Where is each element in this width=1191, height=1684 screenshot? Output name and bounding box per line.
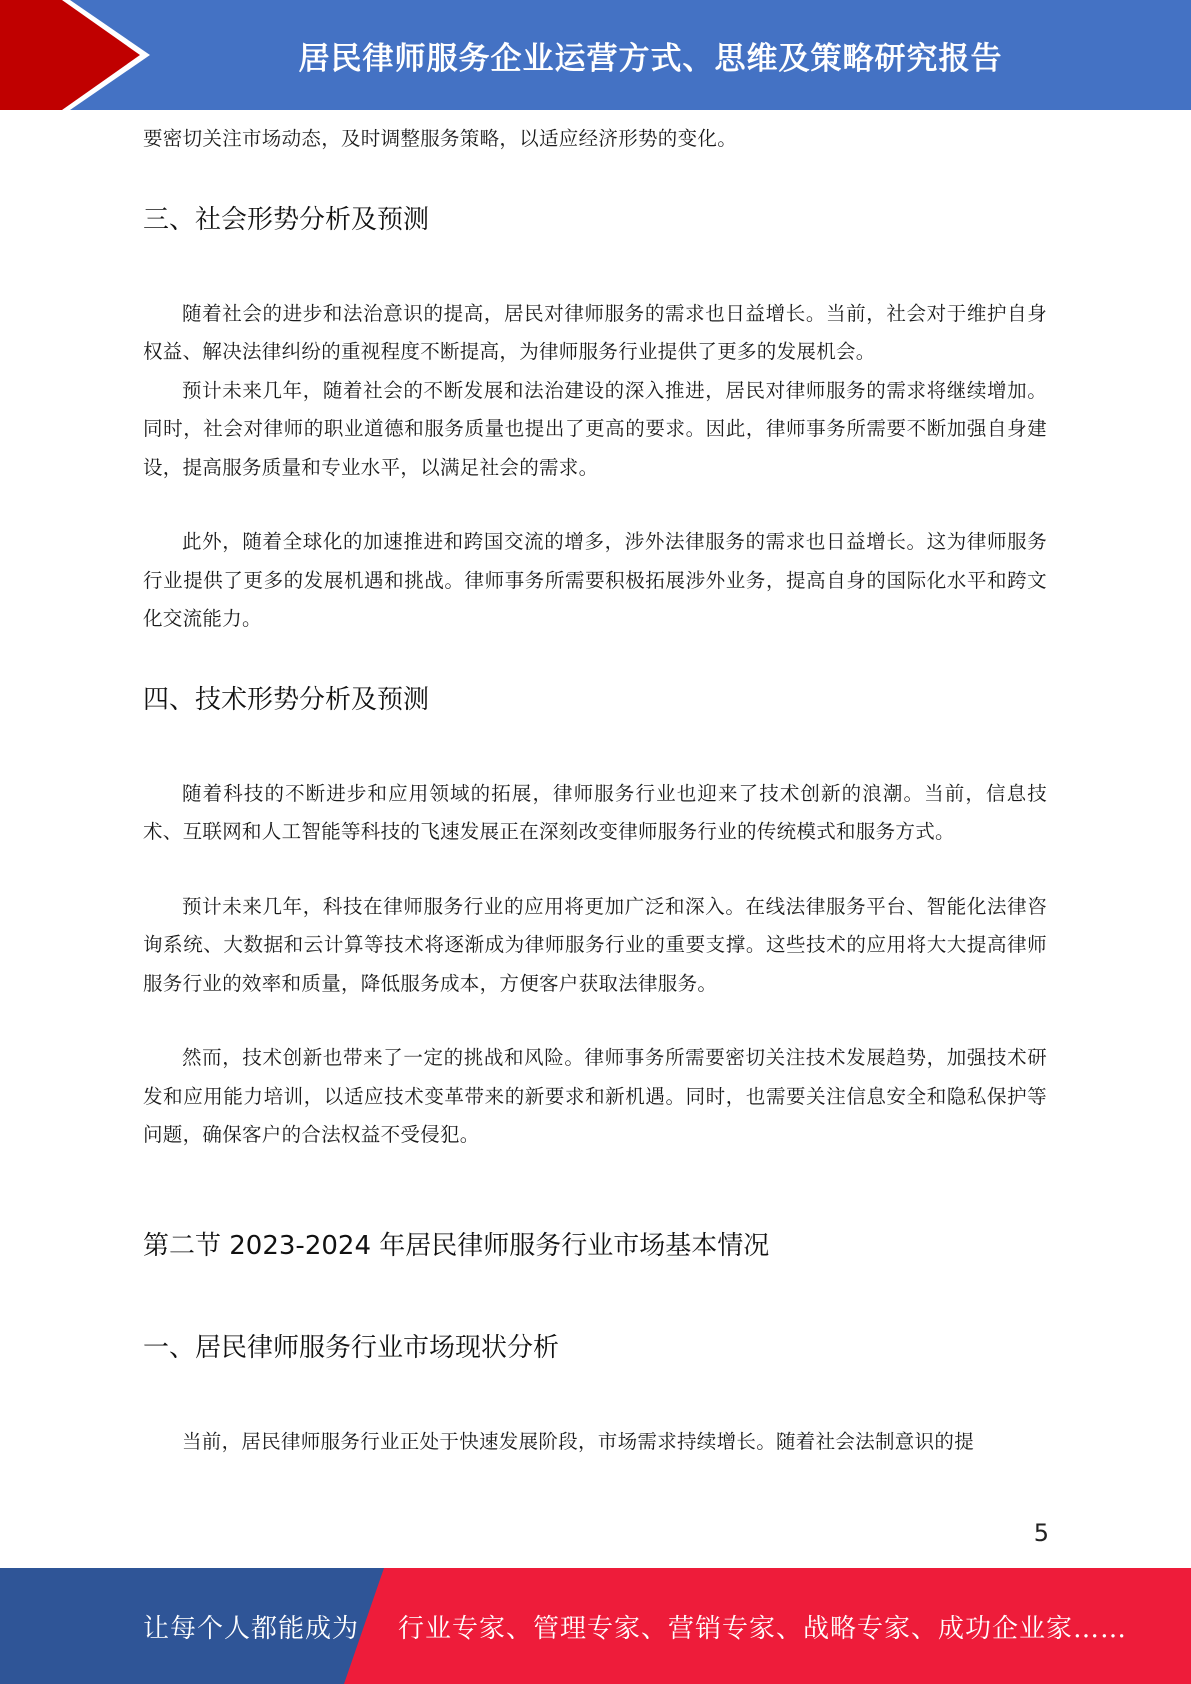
social-paragraph-1: 随着社会的进步和法治意识的提高，居民对律师服务的需求也日益增长。当前，社会对于维护自身权益、解决法律纠纷的重视程度不断提高，为律师服务行业提供了更多的发展机会。 <box>143 301 1047 363</box>
social-paragraph-3: 此外，随着全球化的加速推进和跨国交流的增多，涉外法律服务的需求也日益增长。这为律师服务行业提供了更多的发展机遇和挑战。律师事务所需要积极拓展涉外业务，提高自身的国际化水平和跨文化交流能力。 <box>143 530 1047 630</box>
report-title: 居民律师服务企业运营方式、思维及策略研究报告 <box>298 40 1003 77</box>
footer-slogan-right: 行业专家、管理专家、营销专家、战略专家、成功企业家…… <box>398 1613 1128 1644</box>
intro-paragraph: 要密切关注市场动态，及时调整服务策略，以适应经济形势的变化。 <box>143 127 738 150</box>
page-number: 5 <box>1033 1519 1049 1547</box>
technology-paragraph-3: 然而，技术创新也带来了一定的挑战和风险。律师事务所需要密切关注技术发展趋势，加强技术研发和应用能力培训，以适应技术变革带来的新要求和新机遇。同时，也需要关注信息安全和隐私保护等问题，确保客户的合法权益不受侵犯。 <box>143 1046 1047 1146</box>
section-heading-social: 三、社会形势分析及预测 <box>143 204 430 235</box>
footer-slogan-left: 让每个人都能成为 <box>143 1613 360 1644</box>
section-heading-market-status: 一、居民律师服务行业市场现状分析 <box>143 1332 560 1363</box>
social-paragraph-2: 预计未来几年，随着社会的不断发展和法治建设的深入推进，居民对律师服务的需求将继续增加。同时，社会对律师的职业道德和服务质量也提出了更高的要求。因此，律师事务所需要不断加强自身建设，提高服务质量和专业水平，以满足社会的需求。 <box>143 378 1047 479</box>
page-header <box>0 0 1191 110</box>
section-heading-technology: 四、技术形势分析及预测 <box>143 684 430 715</box>
header-chevron-decoration <box>0 0 160 110</box>
document-body <box>143 120 1047 1461</box>
technology-paragraph-2: 预计未来几年，科技在律师服务行业的应用将更加广泛和深入。在线法律服务平台、智能化法律咨询系统、大数据和云计算等技术将逐渐成为律师服务行业的重要支撑。这些技术的应用将大大提高律师服务行业的效率和质量，降低服务成本，方便客户获取法律服务。 <box>143 894 1047 995</box>
technology-paragraph-1: 随着科技的不断进步和应用领域的拓展，律师服务行业也迎来了技术创新的浪潮。当前，信息技术、互联网和人工智能等科技的飞速发展正在深刻改变律师服务行业的传统模式和服务方式。 <box>143 781 1047 843</box>
page-footer <box>0 1568 1191 1684</box>
chapter-section-heading: 第二节 2023-2024 年居民律师服务行业市场基本情况 <box>143 1230 770 1261</box>
market-status-paragraph-1: 当前，居民律师服务行业正处于快速发展阶段，市场需求持续增长。随着社会法制意识的提 <box>182 1429 975 1453</box>
